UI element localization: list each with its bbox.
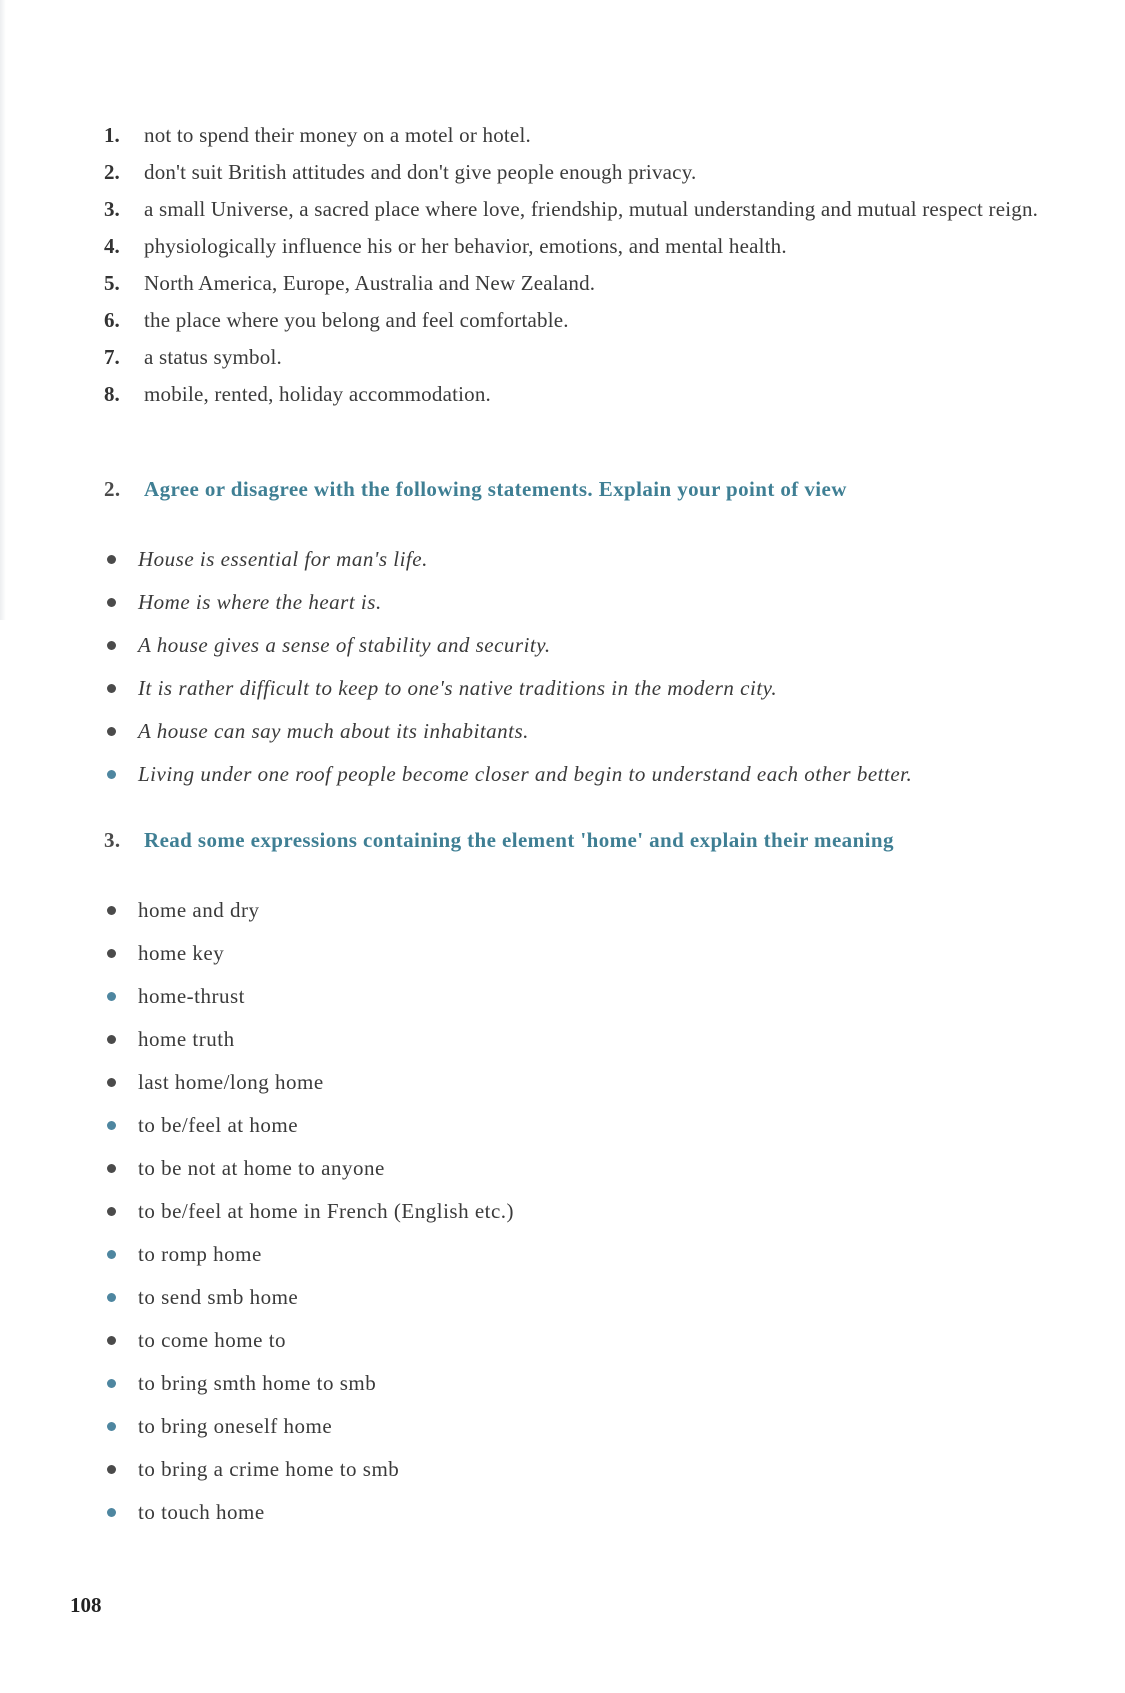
list-item: to be/feel at home in French (English etc.) bbox=[104, 1190, 514, 1233]
bullet-icon bbox=[107, 1078, 116, 1087]
list-item: 6. the place where you belong and feel comfortable. bbox=[104, 308, 569, 332]
bullet-icon bbox=[107, 906, 116, 915]
bullet-icon bbox=[107, 1508, 116, 1517]
bullet-icon bbox=[107, 1336, 116, 1345]
task-title: Read some expressions containing the element 'home' and explain their meaning bbox=[144, 828, 894, 852]
list-item: 7. a status symbol. bbox=[104, 345, 282, 369]
list-item: to bring oneself home bbox=[104, 1405, 514, 1448]
expressions-list bbox=[104, 889, 514, 1534]
list-item: to be not at home to anyone bbox=[104, 1147, 514, 1190]
list-item: to come home to bbox=[104, 1319, 514, 1362]
page-edge-shadow bbox=[0, 0, 6, 620]
bullet-icon bbox=[107, 1121, 116, 1130]
list-item: 2. don't suit British attitudes and don't give people enough privacy. bbox=[104, 160, 697, 184]
statements-list bbox=[104, 538, 912, 796]
bullet-icon bbox=[107, 1379, 116, 1388]
bullet-icon bbox=[107, 770, 116, 779]
list-item: It is rather difficult to keep to one's native traditions in the modern city. bbox=[104, 667, 912, 710]
bullet-icon bbox=[107, 1250, 116, 1259]
list-item: last home/long home bbox=[104, 1061, 514, 1104]
list-item: to bring smth home to smb bbox=[104, 1362, 514, 1405]
list-item: 4. physiologically influence his or her behavior, emotions, and mental health. bbox=[104, 234, 787, 258]
list-item: home-thrust bbox=[104, 975, 514, 1018]
bullet-icon bbox=[107, 992, 116, 1001]
list-item: to touch home bbox=[104, 1491, 514, 1534]
list-item: Living under one roof people become closer and begin to understand each other better. bbox=[104, 753, 912, 796]
bullet-icon bbox=[107, 1035, 116, 1044]
page-number: 108 bbox=[70, 1593, 102, 1617]
bullet-icon bbox=[107, 1293, 116, 1302]
bullet-icon bbox=[107, 1465, 116, 1474]
list-item: to bring a crime home to smb bbox=[104, 1448, 514, 1491]
bullet-icon bbox=[107, 1164, 116, 1173]
bullet-icon bbox=[107, 727, 116, 736]
list-item: 3. a small Universe, a sacred place where love, friendship, mutual understanding and mutual respect reign. bbox=[104, 197, 1039, 221]
bullet-icon bbox=[107, 555, 116, 564]
list-item: Home is where the heart is. bbox=[104, 581, 912, 624]
bullet-icon bbox=[107, 949, 116, 958]
list-item: home and dry bbox=[104, 889, 514, 932]
list-item: A house gives a sense of stability and security. bbox=[104, 624, 912, 667]
task-number: 2. bbox=[104, 477, 121, 501]
task-3-heading bbox=[104, 828, 1104, 853]
answers-list bbox=[104, 120, 1094, 416]
list-item: home truth bbox=[104, 1018, 514, 1061]
bullet-icon bbox=[107, 1207, 116, 1216]
list-item: to be/feel at home bbox=[104, 1104, 514, 1147]
bullet-icon bbox=[107, 1422, 116, 1431]
bullet-icon bbox=[107, 684, 116, 693]
bullet-icon bbox=[107, 641, 116, 650]
list-item: home key bbox=[104, 932, 514, 975]
list-item: 8. mobile, rented, holiday accommodation. bbox=[104, 382, 492, 406]
task-title: Agree or disagree with the following statements. Explain your point of view bbox=[144, 477, 847, 501]
bullet-icon bbox=[107, 598, 116, 607]
list-item: 1. not to spend their money on a motel or hotel. bbox=[104, 123, 531, 147]
task-2-heading bbox=[104, 477, 1104, 502]
list-item: House is essential for man's life. bbox=[104, 538, 912, 581]
task-number: 3. bbox=[104, 828, 121, 852]
list-item: to send smb home bbox=[104, 1276, 514, 1319]
list-item: A house can say much about its inhabitants. bbox=[104, 710, 912, 753]
list-item: to romp home bbox=[104, 1233, 514, 1276]
list-item: 5. North America, Europe, Australia and New Zealand. bbox=[104, 271, 596, 295]
